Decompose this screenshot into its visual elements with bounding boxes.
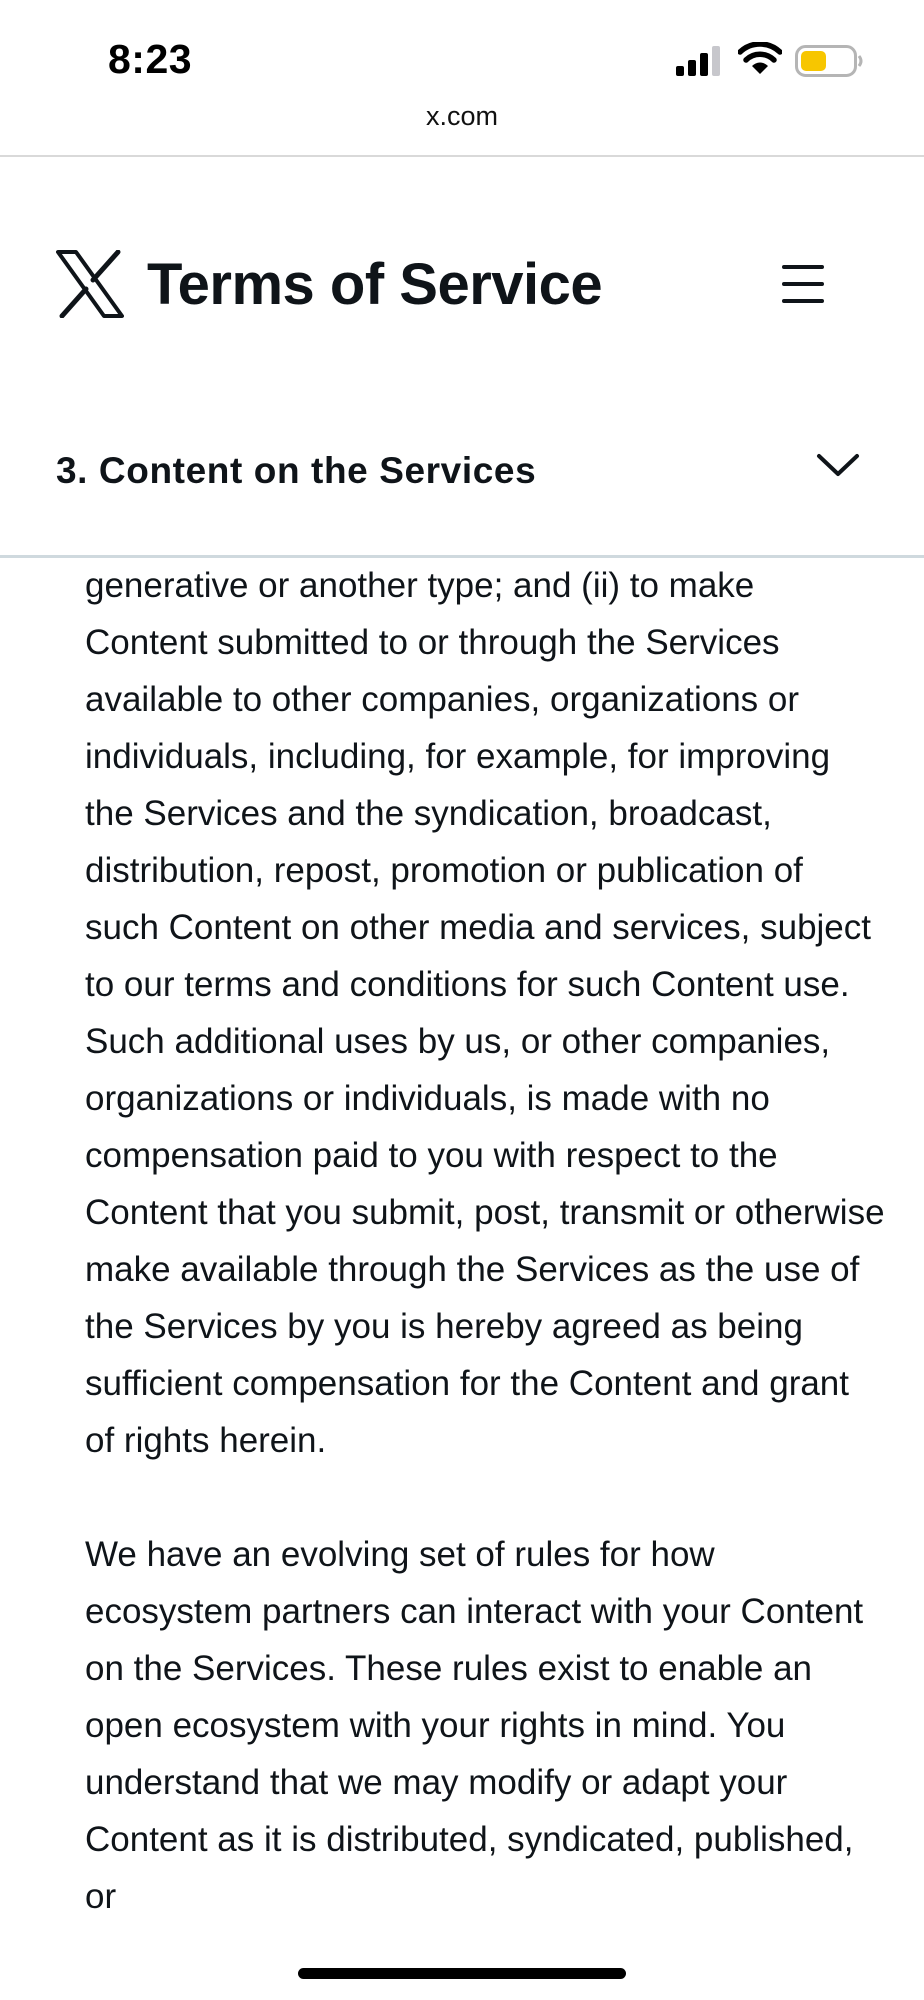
section-title: 3. Content on the Services [56, 450, 537, 491]
content-paragraph: generative or another type; and (ii) to make Content submitted to or through the Services available to other companies, organizations or individuals, including, for example, for improving the Services and the syndication, broadcast, distribution, repost, promotion or publication of such Content on other media and services, subject to our terms and conditions for such Content use. Such additional uses by us, or other companies, organizations or individuals, is made with no compensation paid to you with respect to the Content that you submit, post, transmit or otherwise make available through the Services as the use of the Services by you is hereby agreed as being sufficient compensation for the Content and grant of rights herein. [85, 566, 885, 1460]
status-bar [0, 0, 924, 131]
address-bar-divider [0, 155, 924, 157]
battery-level [801, 51, 826, 71]
address-bar-url[interactable]: x.com [425, 101, 498, 131]
hamburger-menu-icon[interactable] [776, 258, 828, 310]
content-paragraph: We have an evolving set of rules for how ecosystem partners can interact with your Content on the Services. These rules exist to enable an open ecosystem with your rights in mind. You understand that we may modify or adapt your Content as it is distributed, syndicated, published, or [85, 1535, 864, 1916]
battery-icon [795, 44, 865, 78]
section-accordion-header[interactable] [0, 420, 924, 556]
section-content [85, 557, 885, 1925]
cellular-signal-icon [674, 46, 724, 76]
chevron-down-icon[interactable] [815, 450, 861, 480]
status-time: 8:23 [108, 36, 193, 82]
home-indicator[interactable] [298, 1968, 626, 1979]
page-title: Terms of Service [147, 252, 603, 317]
x-logo-icon[interactable] [56, 250, 124, 318]
wifi-icon [738, 42, 782, 76]
